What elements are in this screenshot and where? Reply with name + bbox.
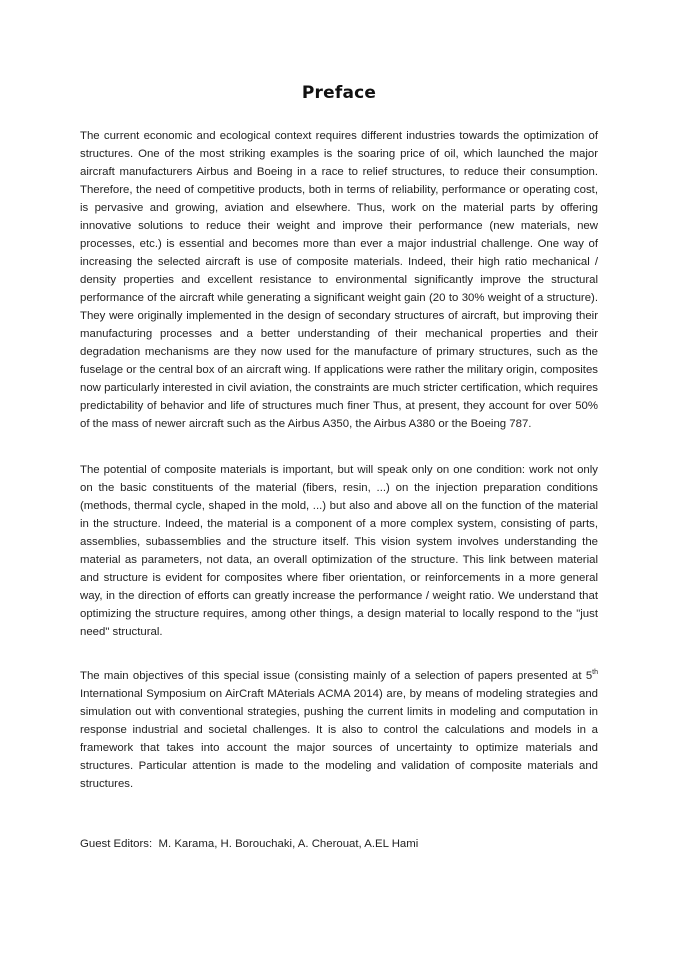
paragraph-3-text-end: International Symposium on AirCraft MAterials ACMA 2014) are, by means of modeling strategies and simulation out with conventional strategies, pushing the current limits in modeling and computation in response industrial and societal challenges. It is also to control the calculations and models in a framework that takes into account the major sources of uncertainty to optimize materials and structures. Particular attention is made to the modeling and validation of composite materials and structures. (80, 688, 598, 790)
paragraph-1: The current economic and ecological context requires different industries towards the optimization of structures. One of the most striking examples is the soaring price of oil, which launched the major aircraft manufacturers Airbus and Boeing in a race to relief structures, to reduce their consumption. Therefore, the need of competitive products, both in terms of reliability, performance or operating cost, is pervasive and growing, aviation and elsewhere. Thus, work on the material parts by offering innovative solutions to reduce their weight and improve their performance (new materials, new processes, etc.) is essential and becomes more than ever a major industrial challenge. One way of increasing the selected aircraft is use of composite materials. Indeed, their high ratio mechanical / density properties and excellent resistance to environmental significantly improve the structural performance of the aircraft while generating a significant weight gain (20 to 30% weight of a structure). They were originally implemented in the design of secondary structures of aircraft, but improving their manufacturing processes and a better understanding of their mechanical properties and their degradation mechanisms are they now used for the manufacture of primary structures, such as the fuselage or the central box of an aircraft wing. If applications were rather the military origin, composites now particularly interested in civil aviation, the constraints are much stricter certification, which requires predictability of behavior and life of structures much finer Thus, at present, they account for over 50% of the mass of newer aircraft such as the Airbus A350, the Airbus A380 or the Boeing 787. (80, 130, 598, 430)
paragraph-2: The potential of composite materials is important, but will speak only on one condition: work not only on the basic constituents of the material (fibers, resin, ...) on the injection preparation conditions (methods, thermal cycle, shaped in the mold, ...) but also and above all on the function of the material in the structure. Indeed, the material is a component of a more complex system, consisting of parts, assemblies, subassemblies and the structure itself. This vision system involves understanding the material as parameters, not data, an overall optimization of the structure. This link between material and structure is evident for composites where fiber orientation, or reinforcements in a more general way, in the direction of efforts can greatly increase the performance / weight ratio. We understand that optimizing the structure requires, among other things, a design material to locally respond to the "just need" structural. (80, 464, 598, 638)
guest-editors-signature: Guest Editors: M. Karama, H. Borouchaki, A. Cherouat, A.EL Hami (80, 838, 419, 850)
page-title: Preface (301, 83, 377, 103)
paragraph-3 (80, 667, 598, 793)
paragraph-3-text-start: The main objectives of this special issue (consisting mainly of a selection of papers presented at 5 (80, 670, 593, 682)
ordinal-superscript: th (592, 669, 598, 677)
